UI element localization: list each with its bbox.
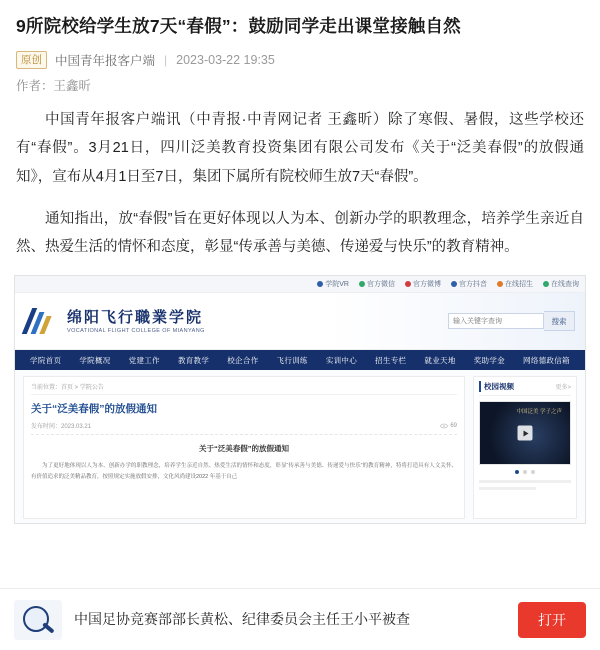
topbar-item-douyin[interactable]: 官方抖音 (451, 279, 487, 289)
source-name[interactable]: 中国青年报客户端 (55, 53, 156, 68)
carousel-dot[interactable] (523, 470, 527, 474)
nav-item-employment[interactable]: 就业天地 (424, 355, 456, 365)
nav-item-cooperation[interactable]: 校企合作 (227, 355, 259, 365)
topbar-item-vr[interactable]: 学院VR (317, 279, 349, 289)
site-search[interactable] (448, 311, 575, 331)
magnifier-icon (14, 600, 62, 640)
paragraph: 中国青年报客户端讯（中青报·中青网记者 王鑫昕）除了寒假、暑假，这些学校还有“春假”。3月21日，四川泛美教育投资集团有限公司发布《关于“泛美春假”的放假通知》，宣布从4月1日至7日，集团下属所有院校师生放7天“春假”。 (16, 112, 584, 185)
carousel-dot[interactable] (531, 470, 535, 474)
notice-meta (31, 421, 457, 435)
eye-icon (440, 423, 448, 429)
college-logo-icon (25, 304, 59, 338)
sidebar-placeholder-lines (479, 480, 571, 490)
campus-video-more-link[interactable]: 更多> (555, 385, 571, 392)
search-button[interactable]: 搜索 (544, 311, 575, 331)
nav-item-teaching[interactable]: 教育教学 (177, 355, 210, 365)
nav-item-mailbox[interactable]: 网络德政信箱 (523, 355, 570, 365)
recommendation-bar (0, 588, 600, 650)
paragraph: 通知指出，放“春假”旨在更好体现以人为本、创新办学的职教理念，培养学生亲近自然、热爱生活的情怀和态度，彰显“传承善与美德、传递爱与快乐”的教育精神。 (16, 210, 584, 256)
breadcrumb: 当前位置：首页 > 学院公告 (31, 382, 457, 395)
video-caption: 中国泛美 学子之声 (516, 409, 562, 416)
site-topbar (15, 276, 585, 293)
original-badge: 原创 (16, 51, 47, 70)
meta-separator: | (164, 52, 168, 67)
publish-time: 2023-03-22 19:35 (176, 52, 275, 67)
carousel-dots[interactable] (479, 470, 571, 474)
notice-title: 关于“泛美春假”的放假通知 (31, 403, 157, 416)
college-name-cn: 绵阳飞行職業学院 (67, 308, 204, 327)
nav-item-flight-training[interactable]: 飞行训练 (276, 355, 308, 365)
site-banner (15, 293, 585, 350)
nav-item-scholarship[interactable]: 奖助学金 (473, 355, 505, 365)
campus-video-panel (473, 376, 577, 519)
search-input[interactable] (448, 313, 544, 329)
page-title: 9所院校给学生放7天“春假”：鼓励同学走出课堂接触自然 (16, 16, 461, 36)
college-name-en: VOCATIONAL FLIGHT COLLEGE OF MIANYANG (67, 327, 205, 334)
video-player[interactable] (479, 401, 571, 465)
site-nav (15, 350, 585, 370)
college-name (67, 309, 205, 334)
nav-item-home[interactable]: 学院首页 (30, 355, 62, 365)
author-label: 作者： (16, 79, 54, 93)
notice-inner-title: 关于“泛美春假”的放假通知 (199, 444, 289, 454)
nav-item-party[interactable]: 党建工作 (128, 355, 160, 365)
author-name: 王鑫昕 (53, 79, 92, 93)
nav-item-training-center[interactable]: 实训中心 (325, 355, 358, 365)
topbar-item-wechat[interactable]: 官方微信 (359, 279, 395, 289)
play-icon[interactable] (518, 426, 533, 441)
open-button[interactable]: 打开 (518, 602, 586, 638)
article-body (0, 98, 600, 261)
site-content (15, 370, 585, 524)
topbar-item-query[interactable]: 在线查询 (543, 279, 579, 289)
notice-body: 为了更好地体现以人为本、创新办学的职教理念，培养学生亲近自然、热爱生活的情怀和态度，彰显“传承善与美德、传递爱与快乐”的教育精神，特将打造具有人文关怀、有价值追求的泛美精品教育，按照规定实施放假安排，文化风尚建设2022 年基于自己 (31, 463, 457, 480)
article-meta (16, 51, 584, 70)
nav-item-admissions[interactable]: 招生专栏 (375, 355, 407, 365)
notice-article (23, 376, 465, 519)
topbar-item-admission[interactable]: 在线招生 (497, 279, 533, 289)
recommendation-title[interactable]: 中国足协竞赛部部长黄松、纪律委员会主任王小平被查 (74, 611, 410, 628)
nav-item-overview[interactable]: 学院概况 (79, 355, 111, 365)
notice-publish-time: 发布时间：2023.03.21 (31, 424, 92, 431)
author-row (16, 76, 584, 94)
view-count: 69 (440, 423, 457, 429)
topbar-item-weibo[interactable]: 官方微博 (405, 279, 441, 289)
campus-video-title: 校园视频 (479, 381, 514, 392)
article-image[interactable] (14, 275, 586, 524)
article-header (0, 0, 600, 94)
carousel-dot[interactable] (515, 470, 519, 474)
campus-video-header (479, 381, 571, 396)
